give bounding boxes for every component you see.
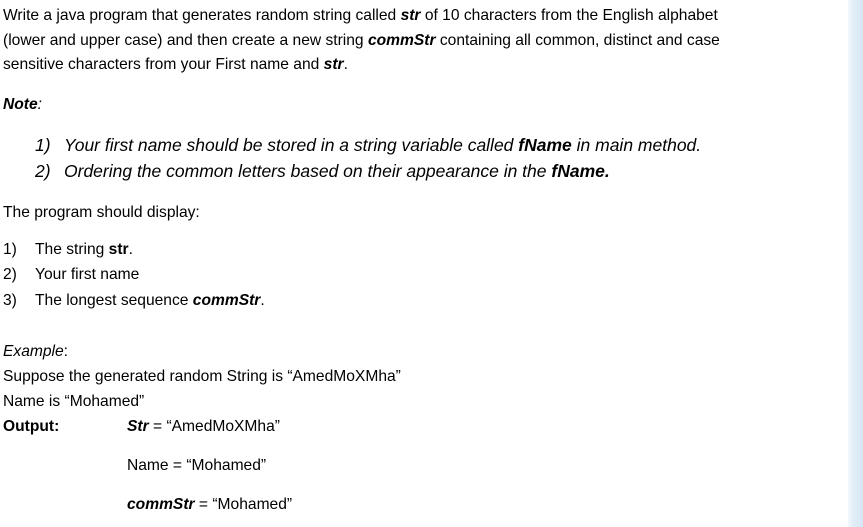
note-item-number: 1): [35, 135, 51, 155]
str-term: str: [400, 7, 421, 24]
window-edge-strip: [848, 0, 863, 527]
question-text: containing all common, distinct and case: [435, 32, 720, 49]
output-str-key: Str: [127, 418, 149, 435]
question-text: .: [343, 56, 348, 73]
example-heading-colon: :: [63, 343, 69, 360]
note-heading: [3, 95, 42, 115]
display-item-number: 2): [3, 266, 17, 283]
output-str-line: [127, 417, 280, 437]
question-text: sensitive characters from your First name and: [3, 56, 324, 73]
question-text: of 10 characters from the English alphabet: [420, 7, 718, 24]
example-line-2: Name is “Mohamed”: [3, 393, 145, 410]
display-item-3: [3, 291, 265, 311]
example-line-1: Suppose the generated random String is “AmedMoXMha”: [3, 368, 401, 385]
output-label: Output:: [3, 418, 60, 435]
note-item-number: 2): [35, 161, 51, 181]
display-item-text: The longest sequence: [35, 292, 193, 309]
output-commstr-line: [127, 495, 292, 515]
fname-term: fName.: [551, 161, 610, 181]
display-item-text: .: [260, 292, 265, 309]
display-item-1: [3, 240, 133, 260]
output-commstr-key: commStr: [127, 496, 195, 513]
question-line-2: [3, 31, 720, 51]
output-commstr-value: = “Mohamed”: [194, 496, 293, 513]
display-item-text: The string: [35, 241, 109, 258]
note-item-text: Your first name should be stored in a string variable called: [64, 135, 519, 155]
note-heading-colon: :: [37, 96, 42, 113]
note-item-text: Ordering the common letters based on their appearance in the: [64, 161, 552, 181]
commstr-term: commStr: [367, 32, 436, 49]
output-str-value: = “AmedMoXMha”: [148, 418, 280, 435]
question-line-1: [3, 6, 718, 26]
display-item-text: .: [128, 241, 133, 258]
output-name-line: Name = “Mohamed”: [127, 457, 267, 474]
display-intro: The program should display:: [3, 204, 200, 221]
note-item-1: [35, 134, 701, 156]
str-term: str: [323, 56, 344, 73]
question-line-3: [3, 55, 348, 75]
display-item-number: 1): [3, 241, 17, 258]
commstr-term: commStr: [192, 292, 261, 309]
question-text: (lower and upper case) and then create a new string: [3, 32, 368, 49]
example-heading-text: Example: [3, 343, 64, 360]
question-text: Write a java program that generates random string called: [3, 7, 401, 24]
note-item-2: [35, 160, 610, 182]
fname-term: fName: [518, 135, 572, 155]
display-item-text: Your first name: [35, 266, 140, 283]
note-heading-text: Note: [3, 96, 38, 113]
example-heading: [3, 342, 68, 362]
note-item-text: in main method.: [571, 135, 702, 155]
display-item-number: 3): [3, 292, 17, 309]
str-term: str: [108, 241, 129, 258]
display-item-2: [3, 265, 139, 285]
